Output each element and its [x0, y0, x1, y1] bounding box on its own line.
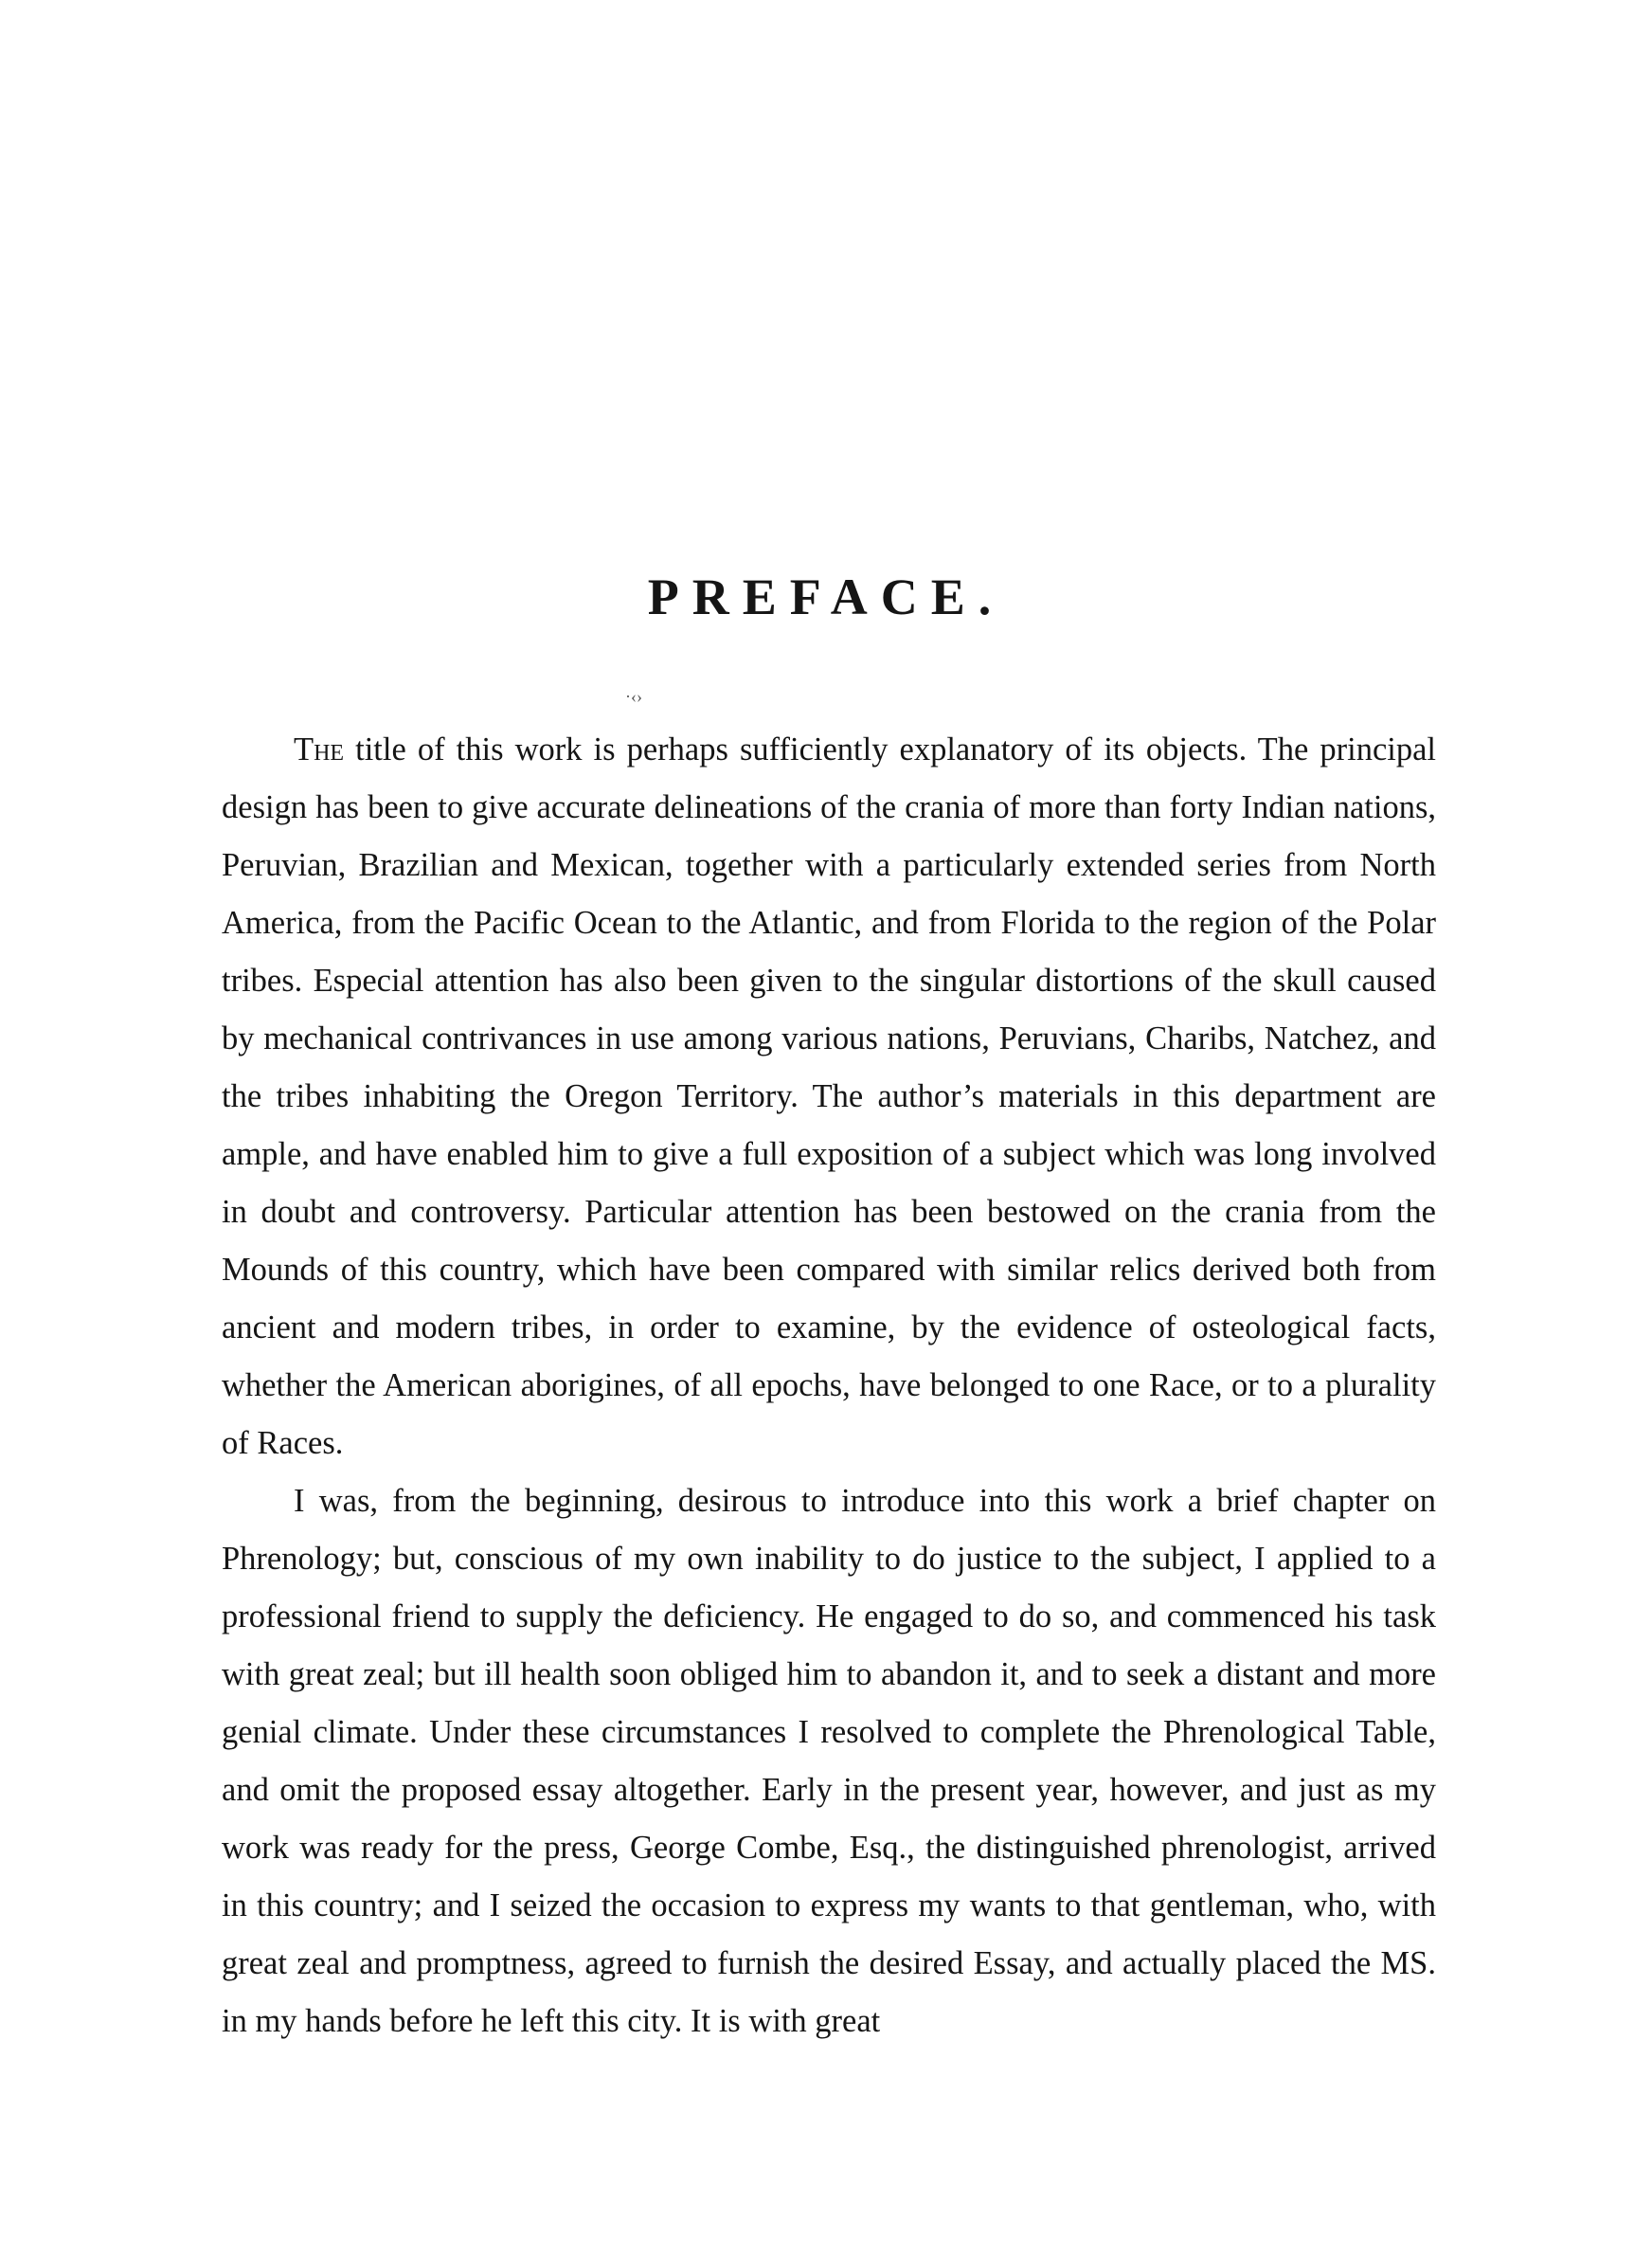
paragraph-1-text: title of this work is perhaps sufficiently explanatory of its objects. The principal design has been to give accurate delineations of the crania of more than forty Indian nations, Peruvian, Brazilian and Mexican, together with a particularly extended series from North America, from the Pacific Ocean to the Atlantic, and from Florida to the region of the Polar tribes. Especial attention has also been given to the singular distortions of the skull caused by mechanical contrivances in use among various nations, Peruvians, Charibs, Natchez, and the tribes inhabiting the Oregon Territory. The author’s materials in this department are ample, and have enabled him to give a full exposition of a subject which was long involved in doubt and controversy. Particular attention has been bestowed on the crania from the Mounds of this country, which have been compared with similar relics derived both from ancient and modern tribes, in order to examine, by the evidence of osteological facts, whether the American aborigines, of all epochs, have belonged to one Race, or to a plurality of Races.: [222, 731, 1436, 1461]
paragraph-2: [222, 1472, 1436, 2050]
preface-body: [222, 721, 1436, 2050]
paragraph-1: [222, 721, 1436, 1472]
page-title: PREFACE.: [647, 569, 1005, 625]
paragraph-1-lead-word: The: [294, 731, 345, 767]
paragraph-2-text: I was, from the beginning, desirous to introduce into this work a brief chapter on Phrenology; but, conscious of my own inability to do justice to the subject, I applied to a professional friend to supply the deficiency. He engaged to do so, and commenced his task with great zeal; but ill health soon obliged him to abandon it, and to seek a distant and more genial climate. Under these circumstances I resolved to complete the Phrenological Table, and omit the proposed essay altogether. Early in the present year, however, and just as my work was ready for the press, George Combe, Esq., the distinguished phrenologist, arrived in this country; and I seized the occasion to express my wants to that gentleman, who, with great zeal and promptness, agreed to furnish the desired Essay, and actually placed the MS. in my hands before he left this city. It is with great: [222, 1483, 1436, 2039]
title-ornament: ·‹›: [625, 687, 642, 706]
